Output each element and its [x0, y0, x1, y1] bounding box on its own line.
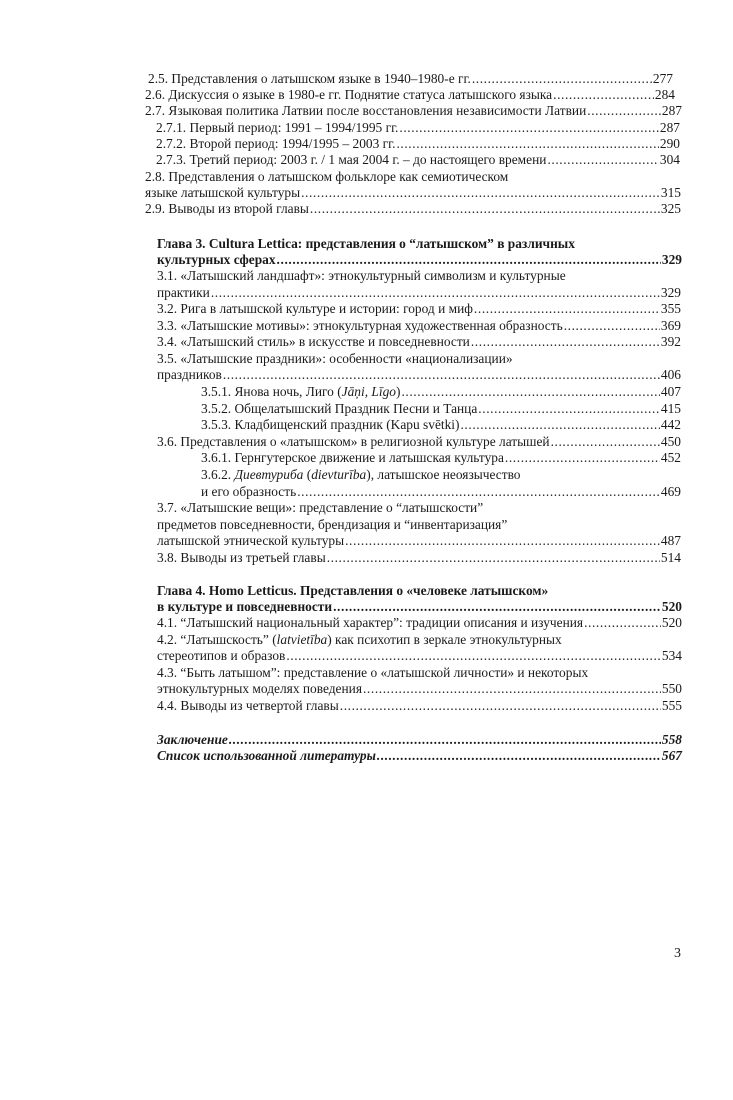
toc-entry-3-6-1[interactable] [201, 450, 681, 466]
toc-entry-2-8[interactable] [145, 185, 681, 201]
toc-entry-title: 2.7. Языковая политика Латвии после восстановления независимости Латвии [145, 103, 587, 118]
toc-title-part: 3.5.1. Янова ночь, Лиго ( [201, 384, 342, 399]
toc-entry-3-5-1[interactable] [201, 384, 681, 400]
toc-page-number: 290 [659, 136, 680, 151]
toc-entry-3-5-line1[interactable]: 3.5. «Латышские праздники»: особенности «национализации» [157, 351, 513, 366]
toc-leader [229, 732, 661, 748]
toc-entry-3-6-2[interactable] [201, 484, 681, 500]
toc-entry-2-7-3[interactable] [156, 152, 680, 168]
toc-entry-title: 4.1. “Латышский национальный характер”: традиции описания и изучения [157, 615, 584, 630]
toc-leader [474, 301, 660, 317]
toc-page-number: 315 [660, 185, 681, 200]
toc-chapter-3-line1[interactable]: Глава 3. Cultura Lettica: представления о “латышском” в различных [157, 236, 575, 251]
toc-leader [297, 484, 660, 500]
toc-entry-2-7-1[interactable] [156, 120, 680, 136]
toc-entry-2-5[interactable] [148, 71, 673, 87]
toc-entry-title: 3.6. Представления о «латышском» в религиозной культуре латышей [157, 434, 550, 449]
toc-entry-title: праздников [157, 367, 222, 382]
toc-title-part: 3.6.2. [201, 467, 235, 482]
toc-page-number: 567 [661, 748, 682, 763]
toc-page-number: 514 [660, 550, 681, 565]
toc-entry-3-1[interactable] [157, 285, 681, 301]
toc-entry-title: 3.6.1. Гернгутерское движение и латышская культура [201, 450, 504, 465]
toc-page-number: 487 [660, 533, 681, 548]
toc-entry-4-2[interactable] [157, 648, 682, 664]
toc-leader [223, 367, 660, 383]
toc-chapter-4-line1[interactable]: Глава 4. Homo Letticus. Представления о «человеке латышском» [157, 583, 549, 598]
toc-entry-2-7-2[interactable] [156, 136, 680, 152]
toc-leader [345, 533, 660, 549]
toc-conclusion[interactable] [157, 732, 682, 748]
toc-entry-title: латышской этнической культуры [157, 533, 345, 548]
toc-entry-3-5[interactable] [157, 367, 681, 383]
toc-title-part: ) [395, 384, 401, 399]
toc-page-number: 520 [661, 615, 682, 630]
toc-page-number: 558 [661, 732, 682, 747]
toc-leader [286, 648, 661, 664]
toc-leader [460, 417, 659, 433]
toc-page-number: 304 [659, 152, 680, 167]
toc-leader [584, 615, 661, 631]
toc-entry-title: 2.9. Выводы из второй главы [145, 201, 309, 216]
toc-entry-title: в культуре и повседневности [157, 599, 333, 614]
toc-leader [399, 120, 659, 136]
toc-page-number: 407 [660, 384, 681, 399]
toc-entry-3-5-3[interactable] [201, 417, 681, 433]
toc-leader [564, 318, 660, 334]
toc-leader [553, 87, 654, 103]
toc-page-number: 287 [659, 120, 680, 135]
toc-entry-title: 3.5.2. Общелатышский Праздник Песни и Танца [201, 401, 478, 416]
toc-page-number: 415 [660, 401, 681, 416]
toc-entry-title: языке латышской культуры [145, 185, 301, 200]
toc-page-number: 534 [661, 648, 682, 663]
toc-leader [587, 103, 661, 119]
toc-page-number: 329 [661, 252, 682, 267]
toc-entry-title: 2.7.1. Первый период: 1991 – 1994/1995 гг. [156, 120, 399, 135]
toc-chapter-3[interactable] [157, 252, 682, 268]
toc-entry-title: 2.5. Представления о латышском языке в 1940–1980-е гг. [148, 71, 471, 86]
toc-entry-title: 3.8. Выводы из третьей главы [157, 550, 326, 565]
toc-entry-title: 2.6. Дискуссия о языке в 1980-е гг. Поднятие статуса латышского языка [145, 87, 553, 102]
toc-leader [363, 681, 661, 697]
toc-entry-3-4[interactable] [157, 334, 681, 350]
toc-title-part: ) как психотип в зеркале этнокультурных [327, 632, 562, 647]
toc-entry-title: и его образность [201, 484, 297, 499]
toc-entry-4-3[interactable] [157, 681, 682, 697]
toc-entry-3-3[interactable] [157, 318, 681, 334]
toc-leader [310, 201, 660, 217]
toc-leader [505, 450, 660, 466]
toc-title-part: ( [303, 467, 312, 482]
toc-leader [277, 252, 661, 268]
toc-leader [471, 334, 660, 350]
toc-page-number: 392 [660, 334, 681, 349]
toc-title-italic: dievturība [311, 467, 367, 482]
toc-entry-title: 2.7.3. Третий период: 2003 г. / 1 мая 2004 г. – до настоящего времени [156, 152, 547, 167]
toc-chapter-4[interactable] [157, 599, 682, 615]
toc-leader [401, 384, 659, 400]
toc-entry-4-4[interactable] [157, 698, 682, 714]
toc-leader [211, 285, 660, 301]
toc-leader [327, 550, 660, 566]
toc-entry-title: 3.5.3. Кладбищенский праздник (Kapu svētki) [201, 417, 460, 432]
toc-entry-3-8[interactable] [157, 550, 681, 566]
toc-leader [377, 748, 661, 764]
toc-leader [396, 136, 658, 152]
toc-entry-title: культурных сферах [157, 252, 276, 267]
toc-leader [333, 599, 661, 615]
toc-entry-title: Список использованной литературы [157, 748, 376, 763]
toc-entry-title: 3.2. Рига в латышской культуре и истории: город и миф [157, 301, 473, 316]
toc-page-number: 287 [661, 103, 682, 118]
toc-page-number: 325 [660, 201, 681, 216]
toc-entry-3-6[interactable] [157, 434, 681, 450]
toc-leader [340, 698, 661, 714]
toc-entry-title: 3.3. «Латышские мотивы»: этнокультурная художественная образность [157, 318, 563, 333]
page-number: 3 [674, 946, 681, 961]
toc-leader [551, 434, 660, 450]
toc-page-number: 452 [660, 450, 681, 465]
toc-entry-2-6[interactable] [145, 87, 675, 103]
toc-entry-title: этнокультурных моделях поведения [157, 681, 362, 696]
toc-entry-4-3-line1[interactable]: 4.3. “Быть латышом”: представление о «латышской личности» и некоторых [157, 665, 589, 680]
toc-entry-title [201, 384, 400, 400]
toc-leader [478, 401, 660, 417]
toc-entry-title: 3.4. «Латышский стиль» в искусстве и повседневности [157, 334, 470, 349]
toc-entry-2-7[interactable] [145, 103, 682, 119]
toc-title-italic: Jāņi, Līgo [341, 384, 396, 399]
toc-page-number: 406 [660, 367, 681, 382]
toc-title-part: ), латышское неоязычество [366, 467, 521, 482]
toc-entry-3-1-line1[interactable]: 3.1. «Латышский ландшафт»: этнокультурный символизм и культурные [157, 268, 566, 283]
toc-page-number: 442 [660, 417, 681, 432]
toc-entry-3-7-line2[interactable]: предметов повседневности, брендизация и “инвентаризация” [157, 517, 508, 532]
toc-page-number: 520 [661, 599, 682, 614]
toc-entry-title: стереотипов и образов [157, 648, 286, 663]
toc-leader [472, 71, 652, 87]
toc-entry-4-2-line1[interactable] [157, 632, 562, 648]
toc-page-number: 355 [660, 301, 681, 316]
toc-entry-2-9[interactable] [145, 201, 681, 217]
toc-entry-3-2[interactable] [157, 301, 681, 317]
toc-title-italic: Диевтуриба [234, 467, 304, 482]
toc-entry-title: 2.7.2. Второй период: 1994/1995 – 2003 гг. [156, 136, 396, 151]
toc-title-part: 4.2. “Латышскость” ( [157, 632, 277, 647]
toc-page-number: 550 [661, 681, 682, 696]
toc-leader [301, 185, 660, 201]
toc-references[interactable] [157, 748, 682, 764]
toc-entry-3-7[interactable] [157, 533, 681, 549]
toc-page-number: 555 [661, 698, 682, 713]
toc-title-italic: latvietība [276, 632, 328, 647]
toc-entry-title: практики [157, 285, 210, 300]
toc-entry-3-5-2[interactable] [201, 401, 681, 417]
toc-leader [547, 152, 658, 168]
toc-page-number: 369 [660, 318, 681, 333]
toc-entry-3-6-2-line1[interactable] [201, 467, 521, 483]
toc-entry-2-8-line1[interactable]: 2.8. Представления о латышском фольклоре как семиотическом [145, 169, 509, 184]
toc-page-number: 329 [660, 285, 681, 300]
toc-entry-title: Заключение [157, 732, 228, 747]
toc-entry-3-7-line1[interactable]: 3.7. «Латышские вещи»: представление о “латышскости” [157, 500, 484, 515]
toc-page-number: 469 [660, 484, 681, 499]
toc-page-number: 284 [654, 87, 675, 102]
toc-entry-title: 4.4. Выводы из четвертой главы [157, 698, 339, 713]
toc-entry-4-1[interactable] [157, 615, 682, 631]
toc-page-number: 277 [652, 71, 673, 86]
toc-page-number: 450 [660, 434, 681, 449]
